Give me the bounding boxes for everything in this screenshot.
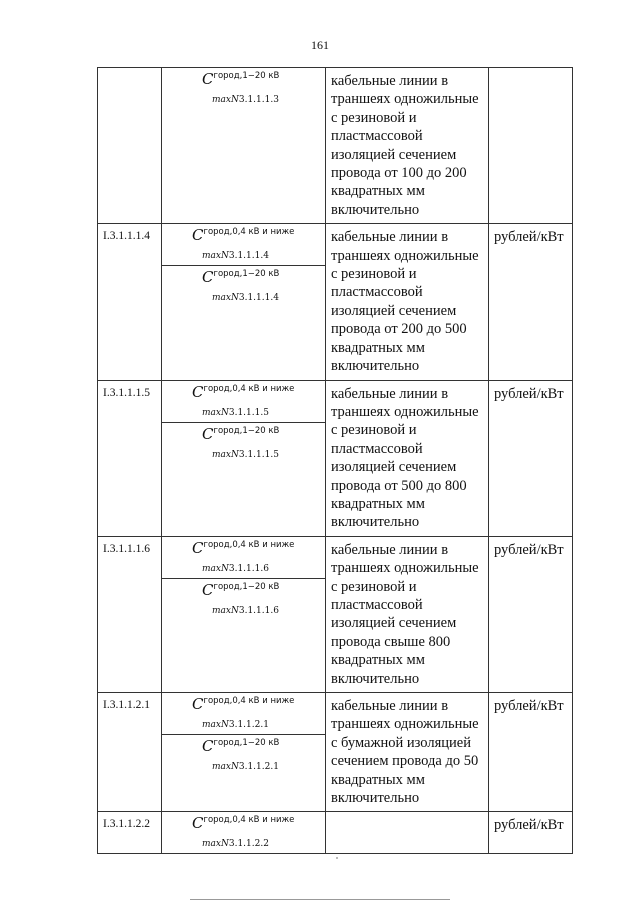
- formula-subscript-num: 3.1.1.1.4: [228, 251, 269, 262]
- table-row: [98, 693, 573, 812]
- unit-cell: [489, 224, 573, 380]
- formula: [162, 537, 325, 579]
- row-unit: рублей/кВт: [494, 541, 564, 558]
- scan-edge-line: [190, 899, 450, 900]
- row-unit: рублей/кВт: [494, 698, 564, 714]
- row-code: I.3.1.1.1.4: [103, 230, 150, 243]
- formula: [162, 68, 325, 223]
- formula-subscript: [212, 293, 279, 303]
- formula-cell: [162, 812, 326, 854]
- unit-cell: [489, 536, 573, 692]
- row-code-cell: [98, 693, 162, 812]
- formula-subscript-num: 3.1.1.2.1: [238, 762, 279, 772]
- scan-speck: [336, 857, 338, 859]
- formula-superscript: город,0,4 кВ и ниже: [203, 383, 295, 394]
- formula-subscript-var: maxN: [212, 449, 239, 460]
- formula-subscript-var: maxN: [212, 95, 239, 105]
- formula: [162, 735, 325, 811]
- formula-subscript: [202, 839, 269, 849]
- row-description: кабельные линии в траншеях одножильные с резиновой и пластмассовой изоляцией сечением провода от 100 до 200 квадратных мм включительно: [331, 73, 479, 218]
- formula-superscript: город,0,4 кВ и ниже: [203, 815, 295, 826]
- row-unit: [489, 68, 572, 73]
- row-code: I.3.1.1.2.1: [103, 699, 150, 711]
- formula-symbol: C: [192, 538, 204, 557]
- formula-superscript: город,1−20 кВ: [213, 425, 280, 436]
- formula-subscript: [212, 762, 279, 772]
- formula-subscript-num: 3.1.1.1.6: [228, 563, 269, 574]
- formula-subscript-num: 3.1.1.1.4: [238, 293, 279, 304]
- description-cell: [326, 224, 489, 380]
- formula-cell: [162, 380, 326, 536]
- formula-subscript-var: maxN: [212, 293, 239, 304]
- row-code: I.3.1.1.2.2: [103, 818, 150, 831]
- description-cell: [326, 68, 489, 224]
- formula: [162, 423, 325, 536]
- formula: [162, 266, 325, 379]
- row-unit: рублей/кВт: [494, 385, 564, 402]
- formula: [162, 224, 325, 266]
- formula-subscript-var: maxN: [212, 605, 239, 616]
- formula-superscript: город,1−20 кВ: [213, 738, 280, 748]
- formula-symbol: C: [202, 70, 214, 88]
- table-row: [98, 380, 573, 536]
- formula-cell: [162, 68, 326, 224]
- formula-subscript-num: 3.1.1.1.3: [238, 95, 279, 105]
- row-code-cell: [98, 812, 162, 854]
- table-row: [98, 68, 573, 224]
- row-description: кабельные линии в траншеях одножильные с бумажной изоляцией сечением провода до 50 квадратных мм включительно: [331, 698, 479, 807]
- unit-cell: [489, 812, 573, 854]
- row-code-cell: [98, 380, 162, 536]
- formula-symbol: C: [192, 226, 204, 245]
- formula: [162, 381, 325, 423]
- table-row: [98, 536, 573, 692]
- formula-subscript-var: maxN: [202, 251, 229, 262]
- formula-subscript: [202, 720, 269, 730]
- formula-subscript: [212, 606, 279, 616]
- formula-cell: [162, 224, 326, 380]
- formula-symbol: C: [192, 814, 204, 833]
- unit-cell: [489, 693, 573, 812]
- formula-symbol: C: [202, 424, 214, 443]
- tariff-table: [97, 67, 573, 854]
- formula-subscript-var: maxN: [202, 563, 229, 574]
- row-code-cell: [98, 68, 162, 224]
- formula-subscript-num: 3.1.1.2.1: [228, 720, 269, 730]
- formula-subscript-num: 3.1.1.1.5: [228, 407, 269, 418]
- formula-superscript: город,1−20 кВ: [213, 581, 280, 592]
- formula-subscript-num: 3.1.1.1.6: [238, 605, 279, 616]
- row-description: кабельные линии в траншеях одножильные с резиновой и пластмассовой изоляцией сечением провода от 200 до 500 квадратных мм включительно: [331, 229, 479, 375]
- row-description: кабельные линии в траншеях одножильные с резиновой и пластмассовой изоляцией сечением провода от 500 до 800 квадратных мм включительно: [331, 385, 479, 531]
- unit-cell: [489, 380, 573, 536]
- formula-subscript-num: 3.1.1.1.5: [238, 449, 279, 460]
- description-cell: [326, 380, 489, 536]
- formula-superscript: город,0,4 кВ и ниже: [203, 227, 295, 238]
- row-code-cell: [98, 536, 162, 692]
- formula-cell: [162, 536, 326, 692]
- formula-subscript-num: 3.1.1.2.2: [228, 839, 269, 850]
- unit-cell: [489, 68, 573, 224]
- formula-subscript: [202, 408, 269, 418]
- table-row: [98, 812, 573, 854]
- formula-subscript: [202, 564, 269, 574]
- formula-cell: [162, 693, 326, 812]
- row-code: I.3.1.1.1.6: [103, 542, 150, 555]
- description-cell: [326, 812, 489, 854]
- page-number: 161: [311, 38, 329, 52]
- formula-subscript: [212, 95, 279, 105]
- row-description: кабельные линии в траншеях одножильные с резиновой и пластмассовой изоляцией сечением провода свыше 800 квадратных мм включительно: [331, 541, 479, 687]
- formula-symbol: C: [202, 580, 214, 599]
- row-code: I.3.1.1.1.5: [103, 386, 150, 399]
- row-code: [98, 68, 161, 74]
- formula-subscript-var: maxN: [202, 407, 229, 418]
- formula-subscript: [212, 450, 279, 460]
- formula: [162, 812, 325, 853]
- formula-subscript-var: maxN: [202, 720, 229, 730]
- row-unit: рублей/кВт: [494, 229, 564, 246]
- formula-symbol: C: [192, 382, 204, 401]
- formula-symbol: C: [202, 737, 214, 755]
- formula-symbol: C: [202, 268, 214, 287]
- formula-superscript: город,0,4 кВ и ниже: [203, 696, 295, 706]
- formula: [162, 579, 325, 692]
- formula-superscript: город,1−20 кВ: [213, 269, 280, 280]
- formula-subscript: [202, 251, 269, 261]
- formula-subscript-var: maxN: [212, 762, 239, 772]
- description-cell: [326, 536, 489, 692]
- formula-superscript: город,1−20 кВ: [213, 71, 280, 81]
- table-row: [98, 224, 573, 380]
- formula-superscript: город,0,4 кВ и ниже: [203, 539, 295, 550]
- formula: [162, 693, 325, 735]
- formula-subscript-var: maxN: [202, 839, 229, 850]
- description-cell: [326, 693, 489, 812]
- formula-symbol: C: [192, 695, 204, 713]
- row-code-cell: [98, 224, 162, 380]
- row-description: [326, 812, 488, 820]
- row-unit: рублей/кВт: [494, 817, 564, 834]
